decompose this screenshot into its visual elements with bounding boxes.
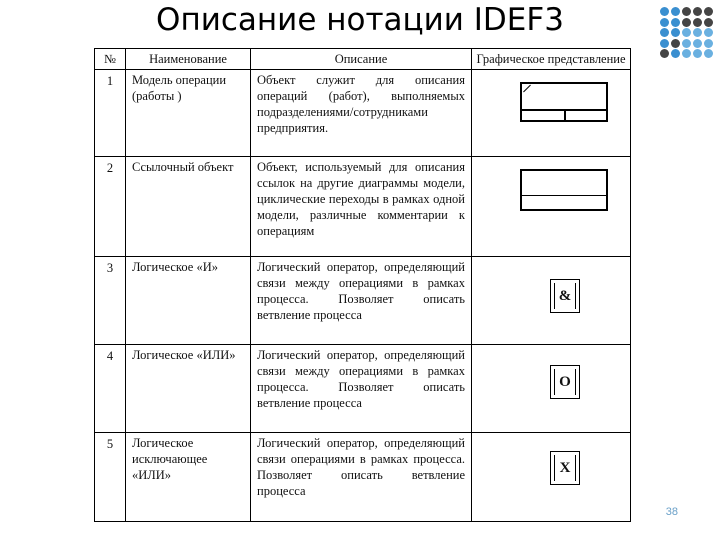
- header-description: Описание: [251, 49, 472, 70]
- or-junction-symbol: [550, 365, 580, 399]
- logo-dot: [693, 7, 702, 16]
- xor-junction-symbol: [550, 451, 580, 485]
- and-junction-symbol: [550, 279, 580, 313]
- junction-label: X: [554, 455, 576, 481]
- row-number: 5: [95, 433, 126, 522]
- table-row: [95, 70, 631, 157]
- slide-title: Описание нотации IDEF3: [156, 2, 564, 38]
- logo-dot: [660, 49, 669, 58]
- idef3-notation-table: [94, 48, 631, 522]
- row-graphic: [472, 433, 631, 522]
- row-name: Логическое «ИЛИ»: [126, 345, 251, 433]
- header-number: №: [95, 49, 126, 70]
- header-graphic: Графическое представление: [472, 49, 631, 70]
- logo-dot: [660, 39, 669, 48]
- table-row: [95, 433, 631, 522]
- row-number: 3: [95, 257, 126, 345]
- page-number: 38: [665, 506, 678, 518]
- row-description: Объект, используемый для описания ссылок на другие диаграммы модели, циклические переходы в рамках одной модели, различные комментарии к операциям: [251, 157, 472, 257]
- logo-dot: [660, 7, 669, 16]
- logo-dot: [660, 28, 669, 37]
- row-name: Логическое исключающее «ИЛИ»: [126, 433, 251, 522]
- logo-dot: [671, 39, 680, 48]
- row-number: 4: [95, 345, 126, 433]
- logo-dot: [704, 49, 713, 58]
- logo-dot: [671, 49, 680, 58]
- junction-label: &: [554, 283, 576, 309]
- logo-dot: [693, 39, 702, 48]
- logo-dot: [682, 49, 691, 58]
- logo-dot: [671, 18, 680, 27]
- row-description: Логический оператор, определяющий связи между операциями в рамках процесса. Позволяет описать ветвление процесса: [251, 257, 472, 345]
- header-name: Наименование: [126, 49, 251, 70]
- logo-dot: [660, 18, 669, 27]
- table-row: [95, 345, 631, 433]
- logo-dot: [682, 18, 691, 27]
- logo-dot: [693, 18, 702, 27]
- row-number: 2: [95, 157, 126, 257]
- logo-dot: [704, 39, 713, 48]
- logo-dot: [704, 18, 713, 27]
- logo-dot: [671, 28, 680, 37]
- logo-dot: [704, 28, 713, 37]
- table-row: [95, 257, 631, 345]
- row-number: 1: [95, 70, 126, 157]
- logo-dot: [693, 49, 702, 58]
- referent-symbol: [520, 169, 608, 211]
- row-description: Объект служит для описания операций (работ), выполняемых подразделениями/сотрудниками предприятия.: [251, 70, 472, 157]
- junction-label: O: [554, 369, 576, 395]
- logo-dot: [682, 28, 691, 37]
- row-description: Логический оператор, определяющий связи операциями в рамках процесса. Позволяет описать ветвление процесса: [251, 433, 472, 522]
- table-header-row: [95, 49, 631, 70]
- row-description: Логический оператор, определяющий связи между операциями в рамках процесса. Позволяет описать ветвление процесса: [251, 345, 472, 433]
- logo-dot: [682, 39, 691, 48]
- row-graphic: [472, 345, 631, 433]
- row-graphic: [472, 157, 631, 257]
- row-graphic: [472, 257, 631, 345]
- logo-dot: [693, 28, 702, 37]
- row-name: Модель операции (работы ): [126, 70, 251, 157]
- row-name: Логическое «И»: [126, 257, 251, 345]
- row-name: Ссылочный объект: [126, 157, 251, 257]
- unit-of-work-symbol: [520, 82, 608, 122]
- logo-dot-grid: [660, 7, 716, 59]
- table-row: [95, 157, 631, 257]
- row-graphic: [472, 70, 631, 157]
- logo-dot: [682, 7, 691, 16]
- logo-dot: [671, 7, 680, 16]
- logo-dot: [704, 7, 713, 16]
